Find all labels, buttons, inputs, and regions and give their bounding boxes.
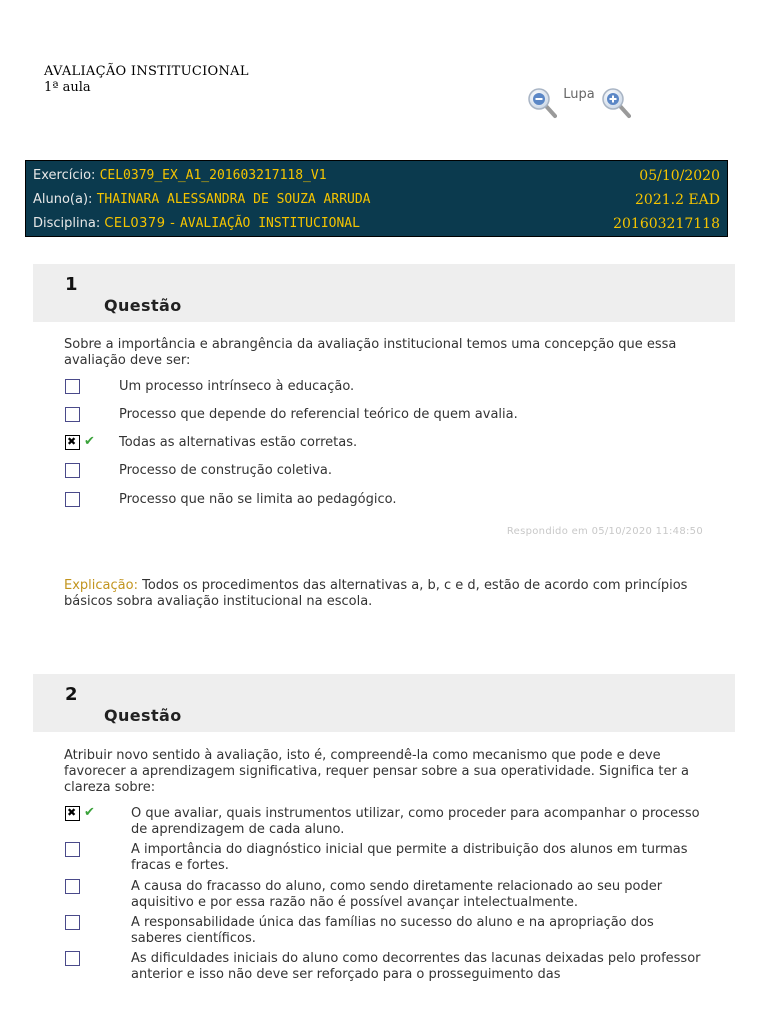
question-header [33,674,735,732]
answered-timestamp: Respondido em 05/10/2020 11:48:50 [506,526,703,537]
checkbox[interactable] [65,879,80,894]
zoom-label: Lupa [563,87,595,102]
checkbox[interactable] [65,407,80,422]
registration-number: 201603217118 [613,216,720,232]
exercise-label: Exercício: [33,168,96,183]
option-text: A importância do diagnóstico inicial que permite a distribuição dos alunos em turmas fracas e fortes. [131,842,688,873]
checkbox-marked[interactable] [65,806,80,821]
discipline-label: Disciplina: [33,216,101,231]
page-title: AVALIAÇÃO INSTITUCIONAL [44,64,249,79]
option-text: Processo que depende do referencial teórico de quem avalia. [119,407,518,422]
exercise-row [33,166,720,190]
question-number: 1 [65,274,78,295]
option-text: A responsabilidade única das famílias no sucesso do aluno e na apropriação dos saberes científicos. [131,915,654,946]
checkbox-marked[interactable] [65,435,80,450]
option-text: Um processo intrínseco à educação. [119,379,355,394]
explanation-text: Todos os procedimentos das alternativas a, b, c e d, estão de acordo com princípios básicos sobra avaliação institucional na escola. [64,578,688,609]
student-label: Aluno(a): [33,192,93,207]
explanation [64,578,714,610]
period: 2021.2 EAD [635,192,720,208]
exercise-info-panel [25,160,728,237]
checkbox[interactable] [65,842,80,857]
option-text: O que avaliar, quais instrumentos utilizar, como proceder para acompanhar o processo de aprendizagem de cada aluno. [131,806,700,837]
question-text: Sobre a importância e abrangência da avaliação institucional temos uma concepção que essa avaliação deve ser: [64,337,677,368]
option-text: Todas as alternativas estão corretas. [119,435,358,450]
checkbox[interactable] [65,379,80,394]
exercise-date: 05/10/2020 [639,168,720,184]
correct-check-icon: ✔ [84,805,95,820]
option-text: A causa do fracasso do aluno, como sendo diretamente relacionado ao seu poder aquisitivo e por essa razão não é possível avançar intelectualmente. [131,879,663,910]
question-label: Questão [104,706,182,725]
correct-check-icon: ✔ [84,434,95,449]
zoom-in-icon[interactable] [601,86,631,126]
question-label: Questão [104,296,182,315]
exercise-code: CEL0379_EX_A1_201603217118_V1 [99,168,327,183]
checkbox[interactable] [65,915,80,930]
student-name: THAINARA ALESSANDRA DE SOUZA ARRUDA [96,192,371,207]
option-text: Processo de construção coletiva. [119,463,332,478]
discipline-code: CEL0379 - [104,216,180,231]
page-subtitle: 1ª aula [44,80,91,95]
checkbox[interactable] [65,492,80,507]
checkbox[interactable] [65,951,80,966]
option-text: Processo que não se limita ao pedagógico. [119,492,397,507]
question-number: 2 [65,684,78,705]
discipline-row [33,214,720,238]
explanation-label: Explicação: [64,578,138,593]
question-header [33,264,735,322]
option-text: As dificuldades iniciais do aluno como decorrentes das lacunas deixadas pelo professor anterior e isso não deve ser reforçado para o prosseguimento das [131,951,701,982]
question-text: Atribuir novo sentido à avaliação, isto é, compreendê-la como mecanismo que pode e deve favorecer a aprendizagem significativa, requer pensar sobre a sua operatividade. Significa ter a clareza sobre: [64,748,689,795]
checkbox[interactable] [65,463,80,478]
zoom-out-icon[interactable] [527,86,557,126]
student-row [33,190,720,214]
discipline-name: AVALIAÇÃO INSTITUCIONAL [179,216,360,231]
